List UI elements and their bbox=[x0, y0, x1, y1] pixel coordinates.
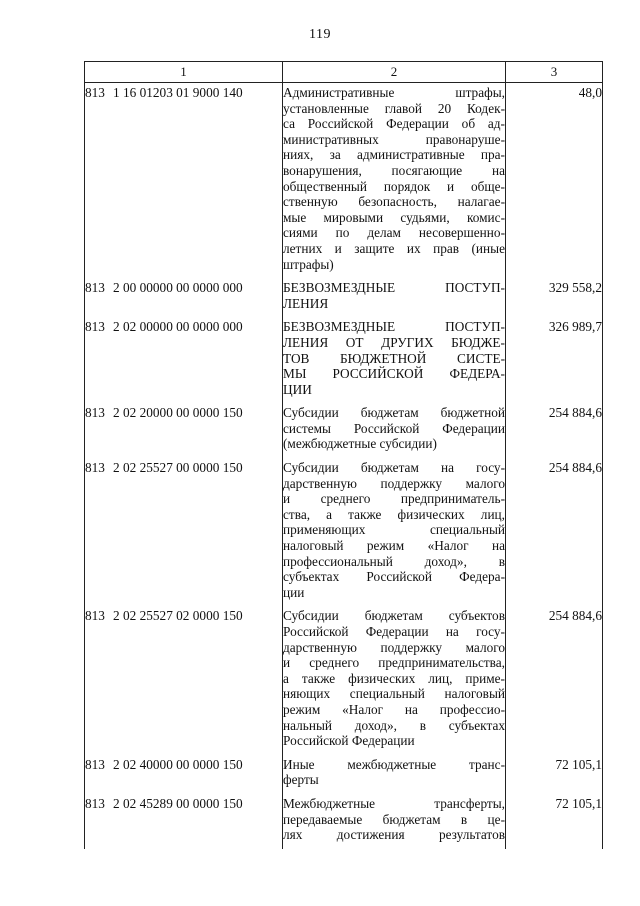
code-cell bbox=[85, 403, 283, 458]
table-header-row bbox=[85, 62, 603, 83]
revenue-name-line: БЕЗВОЗМЕЗДНЫЕ ПОСТУП- bbox=[283, 280, 505, 296]
code-cell bbox=[85, 794, 283, 849]
code-cell bbox=[85, 317, 283, 403]
revenue-name-line: профессиональный доход», в bbox=[283, 553, 505, 569]
revenue-name-line: вонарушения, посягающие на bbox=[283, 162, 505, 178]
table-row bbox=[85, 606, 603, 754]
revenue-name-line: мые мировыми судьями, комис- bbox=[283, 209, 505, 225]
revenue-name-line: ЛЕНИЯ bbox=[283, 295, 329, 311]
admin-code: 813 bbox=[85, 319, 105, 335]
budget-classification-code: 2 02 20000 00 0000 150 bbox=[113, 405, 243, 421]
revenue-name-line: ТОВ БЮДЖЕТНОЙ СИСТЕ- bbox=[283, 350, 505, 366]
table-row bbox=[85, 755, 603, 794]
column-header-3: 3 bbox=[506, 62, 603, 83]
budget-classification-code: 2 02 45289 00 0000 150 bbox=[113, 795, 243, 811]
revenue-name-line: штрафы) bbox=[283, 256, 334, 272]
revenue-name-cell bbox=[283, 278, 506, 317]
admin-code: 813 bbox=[85, 280, 105, 296]
revenue-name-line: а также физических лиц, приме- bbox=[283, 670, 505, 686]
code-cell bbox=[85, 755, 283, 794]
amount-cell: 254 884,6 bbox=[506, 606, 603, 754]
revenue-name-line: ниях, за административные пра- bbox=[283, 147, 505, 163]
code-cell bbox=[85, 458, 283, 606]
revenue-name-line: БЕЗВОЗМЕЗДНЫЕ ПОСТУП- bbox=[283, 319, 505, 335]
revenue-name-line: ЛЕНИЯ ОТ ДРУГИХ БЮДЖЕ- bbox=[283, 334, 505, 350]
revenue-name-line: общественный порядок и обще- bbox=[283, 178, 505, 194]
revenue-name-line: министративных правонаруше- bbox=[283, 131, 505, 147]
code-cell bbox=[85, 606, 283, 754]
revenue-name-line: Субсидии бюджетам бюджетной bbox=[283, 405, 505, 421]
budget-revenue-table bbox=[84, 61, 603, 849]
amount-cell: 72 105,1 bbox=[506, 794, 603, 849]
revenue-name-cell bbox=[283, 606, 506, 754]
revenue-name-line: применяющих специальный bbox=[283, 522, 505, 538]
column-header-1: 1 bbox=[85, 62, 283, 83]
table-row bbox=[85, 458, 603, 606]
revenue-name-line: и среднего предпринимательства, bbox=[283, 655, 505, 671]
amount-cell: 48,0 bbox=[506, 83, 603, 279]
revenue-name-line: ферты bbox=[283, 772, 319, 788]
revenue-name-line: летних и защите их прав (иные bbox=[283, 240, 505, 256]
column-header-2: 2 bbox=[283, 62, 506, 83]
code-cell bbox=[85, 278, 283, 317]
amount-cell: 254 884,6 bbox=[506, 403, 603, 458]
revenue-name-line: ственную безопасность, налагае- bbox=[283, 194, 505, 210]
amount-cell: 72 105,1 bbox=[506, 755, 603, 794]
revenue-name-line: сиями по делам несовершенно- bbox=[283, 225, 505, 241]
budget-classification-code: 1 16 01203 01 9000 140 bbox=[113, 85, 243, 100]
revenue-name-cell bbox=[283, 458, 506, 606]
revenue-name-line: дарственную поддержку малого bbox=[283, 639, 505, 655]
page-number: 119 bbox=[309, 27, 331, 42]
revenue-name-line: Административные штрафы, bbox=[283, 85, 505, 100]
revenue-name-line: Российской Федерации bbox=[283, 733, 415, 749]
admin-code: 813 bbox=[85, 608, 105, 624]
revenue-name-cell bbox=[283, 317, 506, 403]
budget-classification-code: 2 02 40000 00 0000 150 bbox=[113, 756, 243, 772]
revenue-name-line: (межбюджетные субсидии) bbox=[283, 436, 437, 452]
admin-code: 813 bbox=[85, 795, 105, 811]
revenue-name-line: Субсидии бюджетам субъектов bbox=[283, 608, 505, 624]
table-body bbox=[85, 83, 603, 849]
revenue-name-line: няющих специальный налоговый bbox=[283, 686, 505, 702]
revenue-name-line: субъектах Российской Федера- bbox=[283, 569, 505, 585]
revenue-name-line: МЫ РОССИЙСКОЙ ФЕДЕРА- bbox=[283, 366, 505, 382]
amount-cell: 329 558,2 bbox=[506, 278, 603, 317]
revenue-name-line: Иные межбюджетные транс- bbox=[283, 756, 505, 772]
revenue-name-line: режим «Налог на профессио- bbox=[283, 701, 505, 717]
budget-classification-code: 2 02 25527 00 0000 150 bbox=[113, 460, 243, 476]
revenue-name-line: системы Российской Федерации bbox=[283, 420, 505, 436]
revenue-name-cell bbox=[283, 83, 506, 279]
revenue-name-line: Межбюджетные трансферты, bbox=[283, 795, 505, 811]
table-row bbox=[85, 83, 603, 279]
budget-classification-code: 2 00 00000 00 0000 000 bbox=[113, 280, 243, 296]
table-row bbox=[85, 403, 603, 458]
budget-classification-code: 2 02 25527 02 0000 150 bbox=[113, 608, 243, 624]
revenue-name-line: и среднего предприниматель- bbox=[283, 491, 505, 507]
revenue-name-line: ЦИИ bbox=[283, 381, 312, 397]
revenue-name-line: Субсидии бюджетам на госу- bbox=[283, 460, 505, 476]
admin-code: 813 bbox=[85, 460, 105, 476]
revenue-name-line: нальный доход», в субъектах bbox=[283, 717, 505, 733]
admin-code: 813 bbox=[85, 756, 105, 772]
revenue-name-line: ства, а также физических лиц, bbox=[283, 506, 505, 522]
revenue-name-line: передаваемые бюджетам в це- bbox=[283, 811, 505, 827]
budget-classification-code: 2 02 00000 00 0000 000 bbox=[113, 319, 243, 335]
table-row bbox=[85, 794, 603, 849]
revenue-name-line: ции bbox=[283, 584, 305, 600]
revenue-name-cell bbox=[283, 794, 506, 849]
revenue-name-cell bbox=[283, 403, 506, 458]
table-row bbox=[85, 317, 603, 403]
revenue-name-line: Российской Федерации на госу- bbox=[283, 624, 505, 639]
code-cell bbox=[85, 83, 283, 279]
revenue-name-line: лях достижения результатов bbox=[283, 827, 505, 843]
revenue-name-cell bbox=[283, 755, 506, 794]
admin-code: 813 bbox=[85, 405, 105, 421]
amount-cell: 254 884,6 bbox=[506, 458, 603, 606]
revenue-name-line: установленные главой 20 Кодек- bbox=[283, 100, 505, 116]
table-row bbox=[85, 278, 603, 317]
admin-code: 813 bbox=[85, 85, 105, 100]
revenue-name-line: са Российской Федерации об ад- bbox=[283, 116, 505, 132]
amount-cell: 326 989,7 bbox=[506, 317, 603, 403]
revenue-name-line: дарственную поддержку малого bbox=[283, 475, 505, 491]
revenue-name-line: налоговый режим «Налог на bbox=[283, 538, 505, 554]
